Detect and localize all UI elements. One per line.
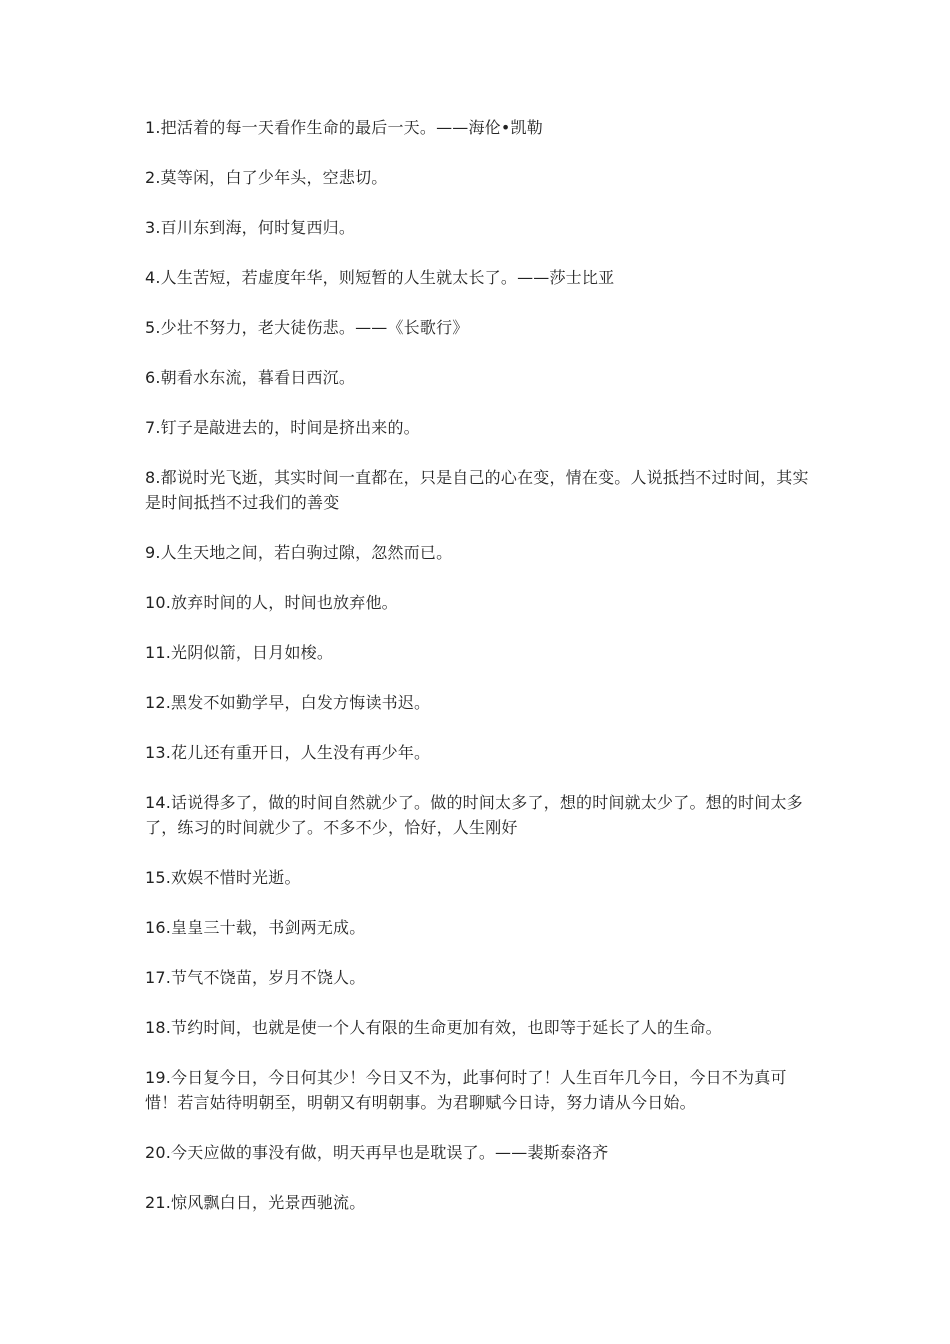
quote-item: 9.人生天地之间，若白驹过隙，忽然而已。	[145, 543, 453, 562]
quote-item: 2.莫等闲，白了少年头，空悲切。	[145, 168, 388, 187]
quote-item: 17.节气不饶苗，岁月不饶人。	[145, 968, 366, 987]
quote-item: 20.今天应做的事没有做，明天再早也是耽误了。——裴斯泰洛齐	[145, 1143, 609, 1162]
quote-item: 15.欢娱不惜时光逝。	[145, 868, 301, 887]
quote-item: 1.把活着的每一天看作生命的最后一天。——海伦•凯勒	[145, 118, 543, 137]
quote-item: 13.花儿还有重开日，人生没有再少年。	[145, 743, 431, 762]
quote-item: 4.人生苦短，若虚度年华，则短暂的人生就太长了。——莎士比亚	[145, 268, 615, 287]
quote-item: 7.钉子是敲进去的，时间是挤出来的。	[145, 418, 420, 437]
quote-item: 10.放弃时间的人，时间也放弃他。	[145, 593, 398, 612]
quote-item: 21.惊风飘白日，光景西驰流。	[145, 1193, 366, 1212]
quote-list	[145, 115, 815, 1240]
quote-item: 14.话说得多了，做的时间自然就少了。做的时间太多了，想的时间就太少了。想的时间太多了，练习的时间就少了。不多不少，恰好，人生刚好	[145, 793, 803, 837]
quote-item: 6.朝看水东流，暮看日西沉。	[145, 368, 356, 387]
quote-item: 18.节约时间，也就是使一个人有限的生命更加有效，也即等于延长了人的生命。	[145, 1018, 722, 1037]
quote-item: 16.皇皇三十载，书剑两无成。	[145, 918, 366, 937]
quote-item: 19.今日复今日，今日何其少！今日又不为，此事何时了！人生百年几今日，今日不为真可惜！若言姑待明朝至，明朝又有明朝事。为君聊赋今日诗，努力请从今日始。	[145, 1068, 787, 1112]
quote-item: 3.百川东到海，何时复西归。	[145, 218, 356, 237]
quote-item: 11.光阴似箭，日月如梭。	[145, 643, 334, 662]
quote-item: 12.黑发不如勤学早，白发方悔读书迟。	[145, 693, 431, 712]
quote-item: 5.少壮不努力，老大徒伤悲。——《长歌行》	[145, 318, 469, 337]
quote-item: 8.都说时光飞逝，其实时间一直都在，只是自己的心在变，情在变。人说抵挡不过时间，其实是时间抵挡不过我们的善变	[145, 468, 809, 512]
